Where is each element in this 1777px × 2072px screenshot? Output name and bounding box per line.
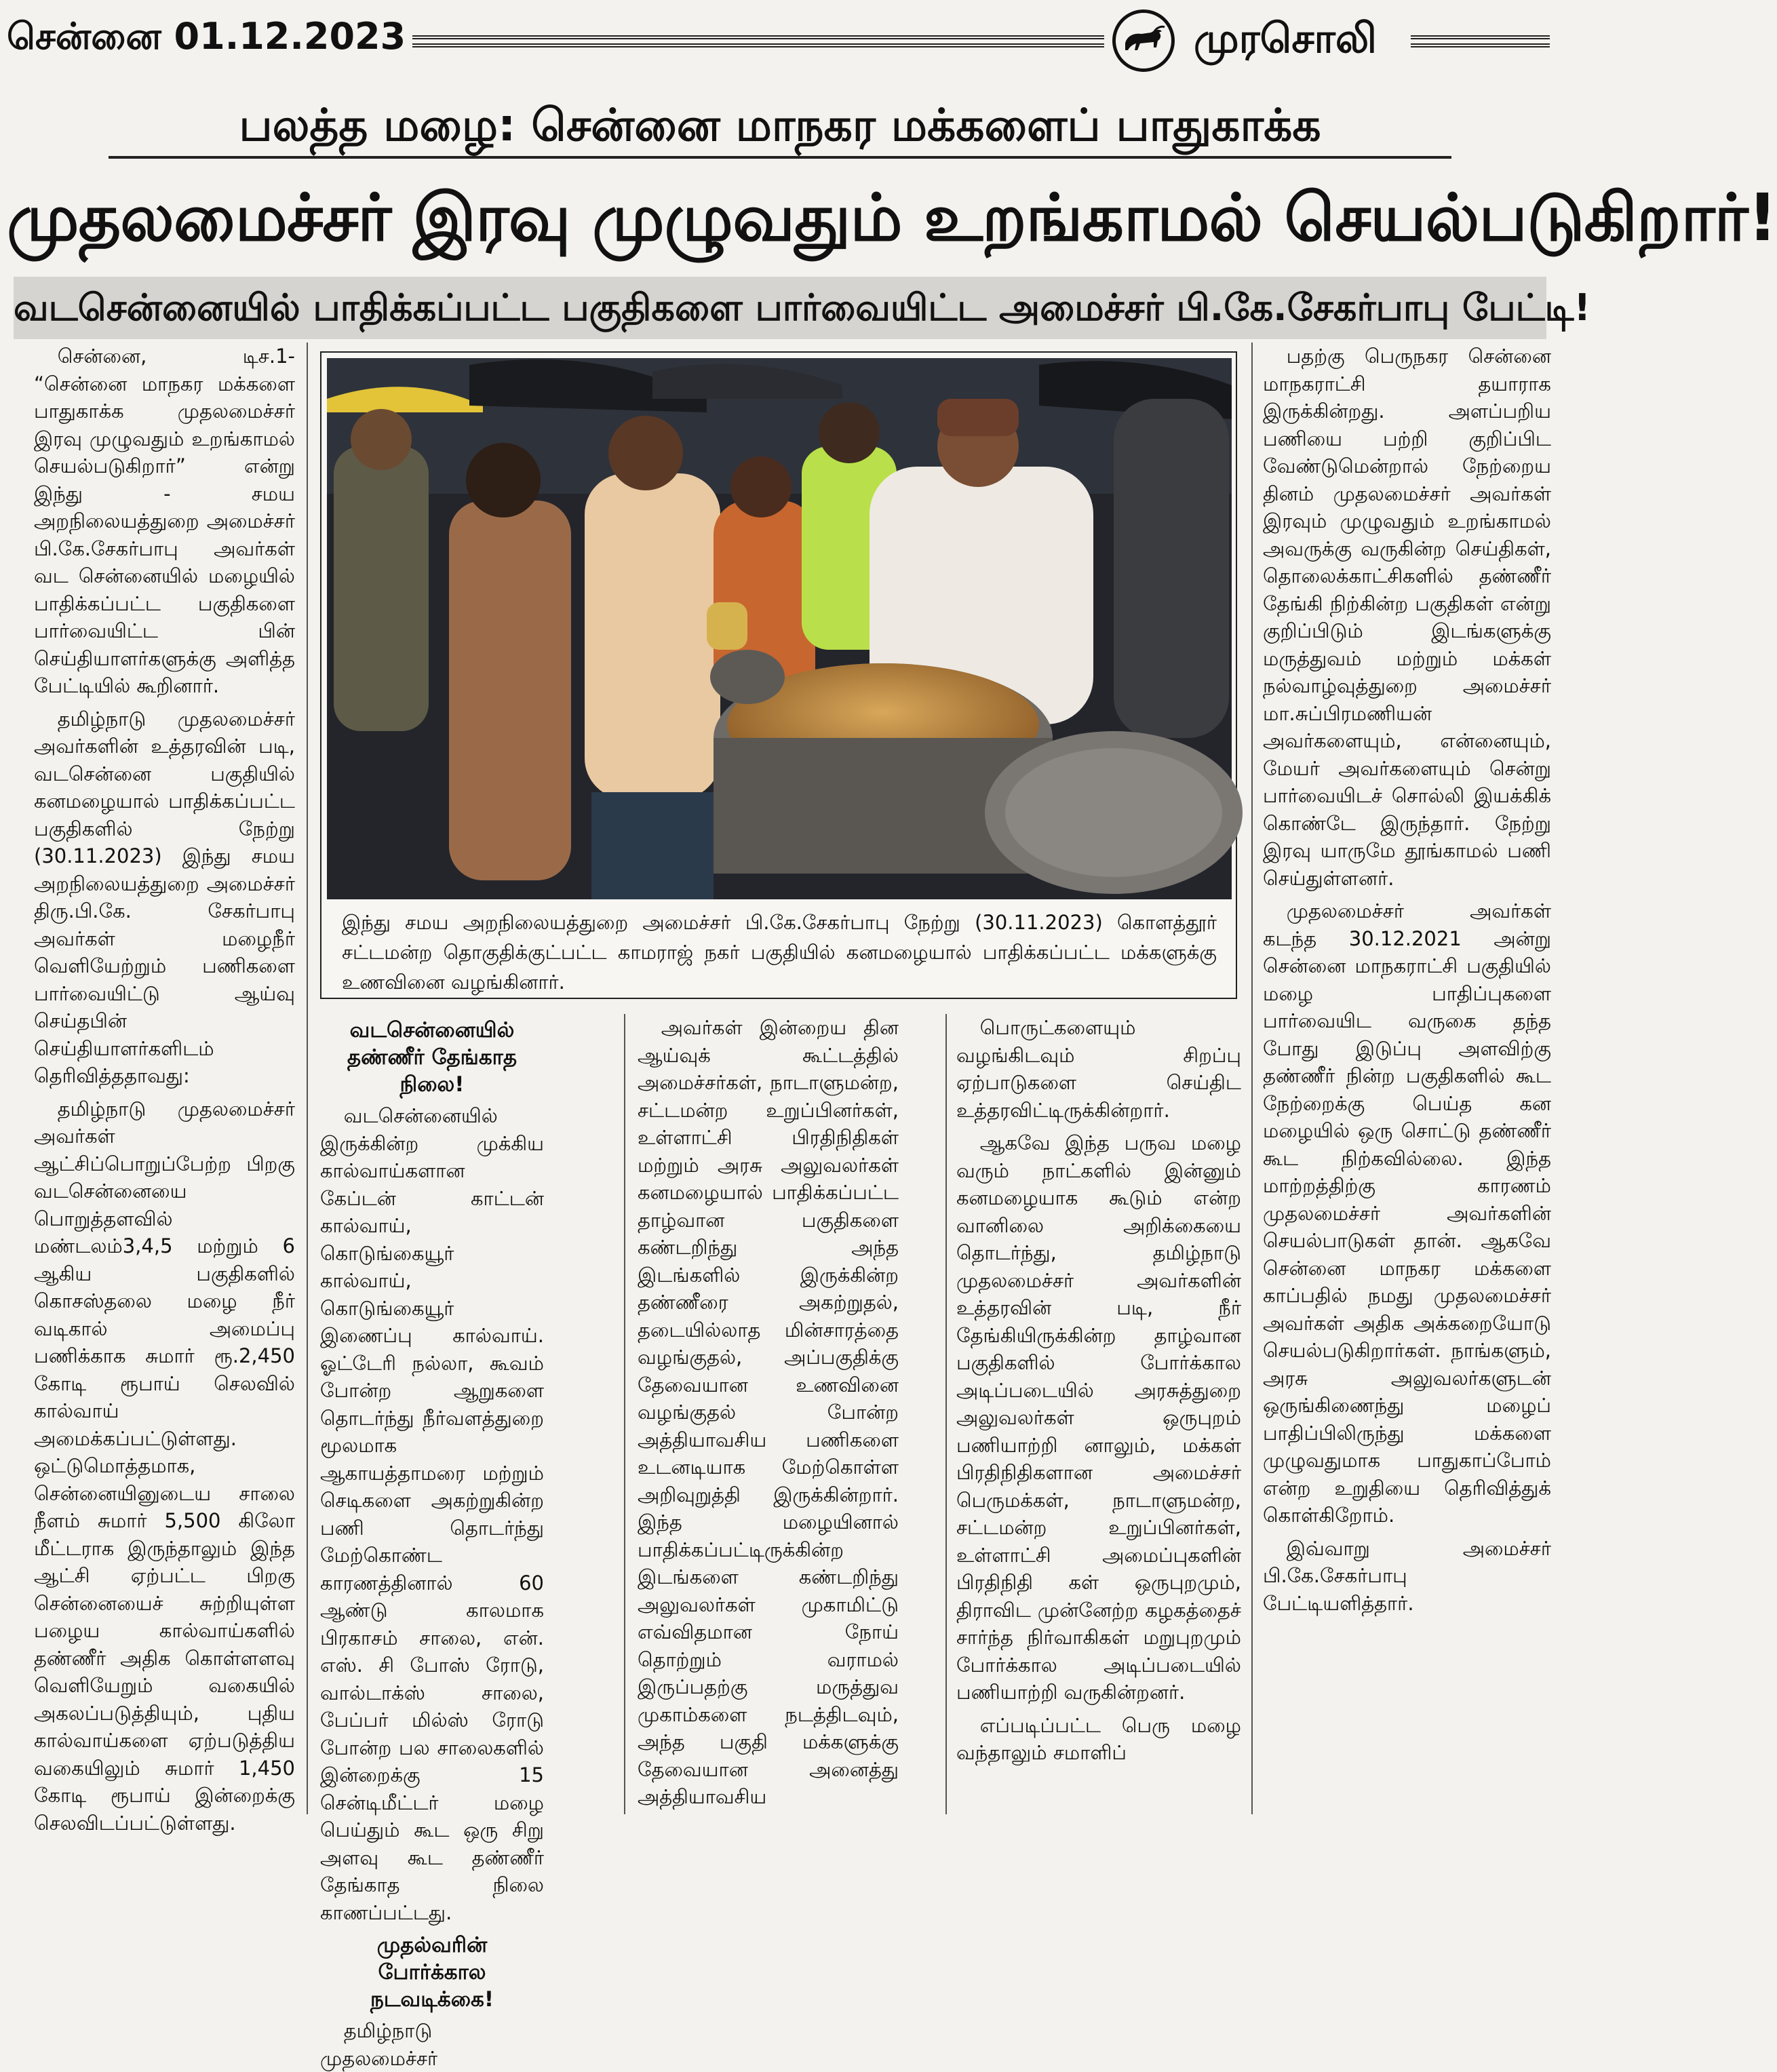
masthead-rule-right (1411, 35, 1550, 47)
photo-caption: இந்து சமய அறநிலையத்துறை அமைச்சர் பி.கே.சேகர்பாபு நேற்று (30.11.2023) கொளத்தூர் சட்டமன்ற தொகுதிக்குட்பட்ட காமராஜ் நகர் பகுதியில் கனமழையால் பாதிக்கப்பட்ட மக்களுக்கு உணவினை வழங்கினார். (342, 911, 1217, 994)
column-4 (956, 1014, 1241, 1814)
paragraph: முதலமைச்சர் அவர்கள் கடந்த 30.12.2021 அன்று சென்னை மாநகராட்சி பகுதியில் மழை பாதிப்புகளை பார்வையிட வருகை தந்த போது இடுப்பு அளவிற்கு தண்ணீர் நின்ற பகுதிகளில் கூட நேற்றைக்கு பெய்த கன மழையில் ஒரு சொட்டு தண்ணீர் கூட நிற்கவில்லை. இந்த மாற்றத்திற்கு காரணம் முதலமைச்சர் அவர்களின் செயல்பாடுகள் தான். ஆகவே சென்னை மாநகர மக்களை காப்பதில் நமது முதலமைச்சர் அவர்கள் அதிக அக்கறையோடு செயல்படுகிறார்கள். நாங்களும், அரசு அலுவலர்களுடன் ஒருங்கிணைந்து மழைப் பாதிப்பிலிருந்து மக்களை முழுவதுமாக பாதுகாப்போம் என்ற உறுதியை தெரிவித்துக் கொள்கிறோம். (1263, 899, 1551, 1527)
column-divider (624, 1014, 625, 1814)
paper-name: முரசொலி (1194, 15, 1377, 62)
column-1 (34, 343, 295, 1835)
paragraph: சென்னை, டிச.1- “சென்னை மாநகர மக்களை பாதுகாக்க முதலமைச்சர் இரவு முழுவதும் உறங்காமல் செயல்படுகிறார்” என்று இந்து - சமய அறநிலையத்துறை அமைச்சர் பி.கே.சேகர்பாபு அவர்கள் வட சென்னையில் மழையில் பாதிக்கப்பட்ட பகுதிகளை பார்வையிட்ட பின் செய்தியாளர்களுக்கு அளித்த பேட்டியில் கூறினார். (34, 345, 295, 697)
photo-box (320, 351, 1237, 999)
news-photo (327, 358, 1232, 899)
kicker: பலத்த மழை: சென்னை மாநகர மக்களைப் பாதுகாக்க (109, 95, 1451, 159)
masthead-rule-left (412, 35, 1104, 47)
paragraph: வடசென்னையில் இருக்கின்ற முக்கிய கால்வாய்களான கேப்டன் காட்டன் கால்வாய், கொடுங்கையூர் கால்வாய், கொடுங்கையூர் இணைப்பு கால்வாய். ஓட்டேரி நல்லா, கூவம் போன்ற ஆறுகளை தொடர்ந்து நீர்வளத்துறை மூலமாக ஆகாயத்தாமரை மற்றும் செடிகளை அகற்றுகின்ற பணி தொடர்ந்து மேற்கொண்ட காரணத்தினால் 60 ஆண்டு காலமாக பிரகாசம் சாலை, என். எஸ். சி போஸ் ரோடு, வால்டாக்ஸ் சாலை, பேப்பர் மில்ஸ் ரோடு போன்ற பல சாலைகளில் இன்றைக்கு 15 சென்டிமீட்டர் மழை பெய்தும் கூட ஒரு சிறு அளவு கூட தண்ணீர் தேங்காத நிலை காணப்பட்டது. (320, 1104, 544, 1924)
column-divider (945, 1014, 947, 1814)
paragraph: தமிழ்நாடு முதலமைச்சர் அவர்களின் உத்தரவின் படி, வடசென்னை பகுதியில் கனமழையால் பாதிக்கப்பட்ட பகுதிகளில் நேற்று (30.11.2023) இந்து சமய அறநிலையத்துறை அமைச்சர் திரு.பி.கே. சேகர்பாபு அவர்கள் மழைநீர் வெளியேற்றும் பணிகளை பார்வையிட்டு ஆய்வு செய்தபின் செய்தியாளர்களிடம் தெரிவித்ததாவது: (34, 707, 295, 1087)
paragraph: ஆகவே இந்த பருவ மழை வரும் நாட்களில் இன்னும் கனமழையாக கூடும் என்ற வானிலை அறிக்கையை தொடர்ந்து, தமிழ்நாடு முதலமைச்சர் அவர்களின் உத்தரவின் படி, நீர் தேங்கியிருக்கின்ற தாழ்வான பகுதிகளில் போர்க்கால அடிப்படையில் அரசுத்துறை அலுவலர்கள் ஒருபுறம் பணியாற்றி னாலும், மக்கள் பிரதிநிதிகளான அமைச்சர் பெருமக்கள், நாடாளுமன்ற, சட்டமன்ற உறுப்பினர்கள், உள்ளாட்சி அமைப்புகளின் பிரதிநிதி கள் ஒருபுறமும், திராவிட முன்னேற்ற கழகத்தைச் சார்ந்த நிர்வாகிகள் மறுபுறமும் போர்க்கால அடிப்படையில் பணியாற்றி வருகின்றனர். (956, 1131, 1241, 1704)
paragraph: பதற்கு பெருநகர சென்னை மாநகராட்சி தயாராக இருக்கின்றது. அளப்பறிய பணியை பற்றி குறிப்பிட வேண்டுமென்றால் நேற்றைய தினம் முதலமைச்சர் அவர்கள் இரவும் முழுவதும் உறங்காமல் அவருக்கு வருகின்ற செய்திகள், தொலைக்காட்சிகளில் தண்ணீர் தேங்கி நிற்கின்ற பகுதிகள் என்று குறிப்பிடும் இடங்களுக்கு மருத்துவம் மற்றும் மக்கள் நல்வாழ்வுத்துறை அமைச்சர் மா.சுப்பிரமணியன் அவர்களையும், என்னையும், மேயர் அவர்களையும் சென்று பார்வையிடச் சொல்லி இயக்கிக் கொண்டே இருந்தார். நேற்று இரவு யாருமே தூங்காமல் பணி செய்துள்ளனர். (1263, 345, 1551, 890)
subheading: வடசென்னையில் தண்ணீர் தேங்காத நிலை! (347, 1018, 518, 1097)
paragraph: பொருட்களையும் வழங்கிடவும் சிறப்பு ஏற்பாடுகளை செய்திட உத்தரவிட்டிருக்கின்றார். (956, 1016, 1241, 1122)
bull-logo-icon (1112, 9, 1175, 72)
main-headline: முதலமைச்சர் இரவு முழுவதும் உறங்காமல் செயல்படுகிறார்! (7, 180, 1777, 256)
column-5 (1263, 343, 1551, 1814)
paragraph: எப்படிப்பட்ட பெரு மழை வந்தாலும் சமாளிப் (956, 1713, 1241, 1764)
column-3 (638, 1014, 899, 1814)
deck-subheadline: வடசென்னையில் பாதிக்கப்பட்ட பகுதிகளை பார்வையிட்ட அமைச்சர் பி.கே.சேகர்பாபு பேட்டி! (14, 277, 1546, 339)
dateline: சென்னை 01.12.2023 (7, 15, 406, 58)
paragraph: அவர்கள் இன்றைய தின ஆய்வுக் கூட்டத்தில் அமைச்சர்கள், நாடாளுமன்ற, சட்டமன்ற உறுப்பினர்கள், உள்ளாட்சி பிரதிநிதிகள் மற்றும் அரசு அலுவலர்கள் கனமழையால் பாதிக்கப்பட்ட தாழ்வான பகுதிகளை கண்டறிந்து அந்த இடங்களில் இருக்கின்ற தண்ணீரை அகற்றுதல், தடையில்லாத மின்சாரத்தை வழங்குதல், அப்பகுதிக்கு தேவையான உணவினை வழங்குதல் போன்ற அத்தியாவசிய பணிகளை உடனடியாக மேற்கொள்ள அறிவுறுத்தி இருக்கின்றார். இந்த மழையினால் பாதிக்கப்பட்டிருக்கின்ற இடங்களை கண்டறிந்து அலுவலர்கள் முகாமிட்டு எவ்விதமான நோய் தொற்றும் வராமல் இருப்பதற்கு மருத்துவ முகாம்களை நடத்திடவும், அந்த பகுதி மக்களுக்கு தேவையான அனைத்து அத்தியாவசிய (638, 1016, 899, 1808)
paragraph: தமிழ்நாடு முதலமைச்சர் அவர்கள் ஆட்சிப்பொறுப்பேற்ற பிறகு வடசென்னையை பொறுத்தளவில் மண்டலம்3,4,5 மற்றும் 6 ஆகிய பகுதிகளில் கொசஸ்தலை மழை நீர் வடிகால் அமைப்பு பணிக்காக சுமார் ரூ.2,450 கோடி ரூபாய் செலவில் கால்வாய் அமைக்கப்பட்டுள்ளது. ஒட்டுமொத்தமாக, சென்னையினுடைய சாலை நீளம் சுமார் 5,500 கிலோ மீட்டராக இருந்தாலும் இந்த ஆட்சி ஏற்பட்ட பிறகு சென்னையைச் சுற்றியுள்ள பழைய கால்வாய்களில் தண்ணீர் அதிக கொள்ளளவு வெளியேறும் வகையில் அகலப்படுத்தியும், புதிய கால்வாய்களை ஏற்படுத்திய வகையிலும் சுமார் 1,450 கோடி ரூபாய் இன்றைக்கு செலவிடப்பட்டுள்ளது. (34, 1097, 295, 1835)
column-divider (1251, 343, 1253, 1814)
subheading: முதல்வரின் போர்க்கால நடவடிக்கை! (370, 1933, 494, 2012)
paragraph: தமிழ்நாடு முதலமைச்சர் (320, 2019, 438, 2070)
column-divider (307, 343, 308, 1814)
masthead (0, 0, 1559, 88)
column-2 (320, 1014, 544, 2070)
paragraph: இவ்வாறு அமைச்சர் பி.கே.சேகர்பாபு பேட்டியளித்தார். (1263, 1536, 1551, 1615)
